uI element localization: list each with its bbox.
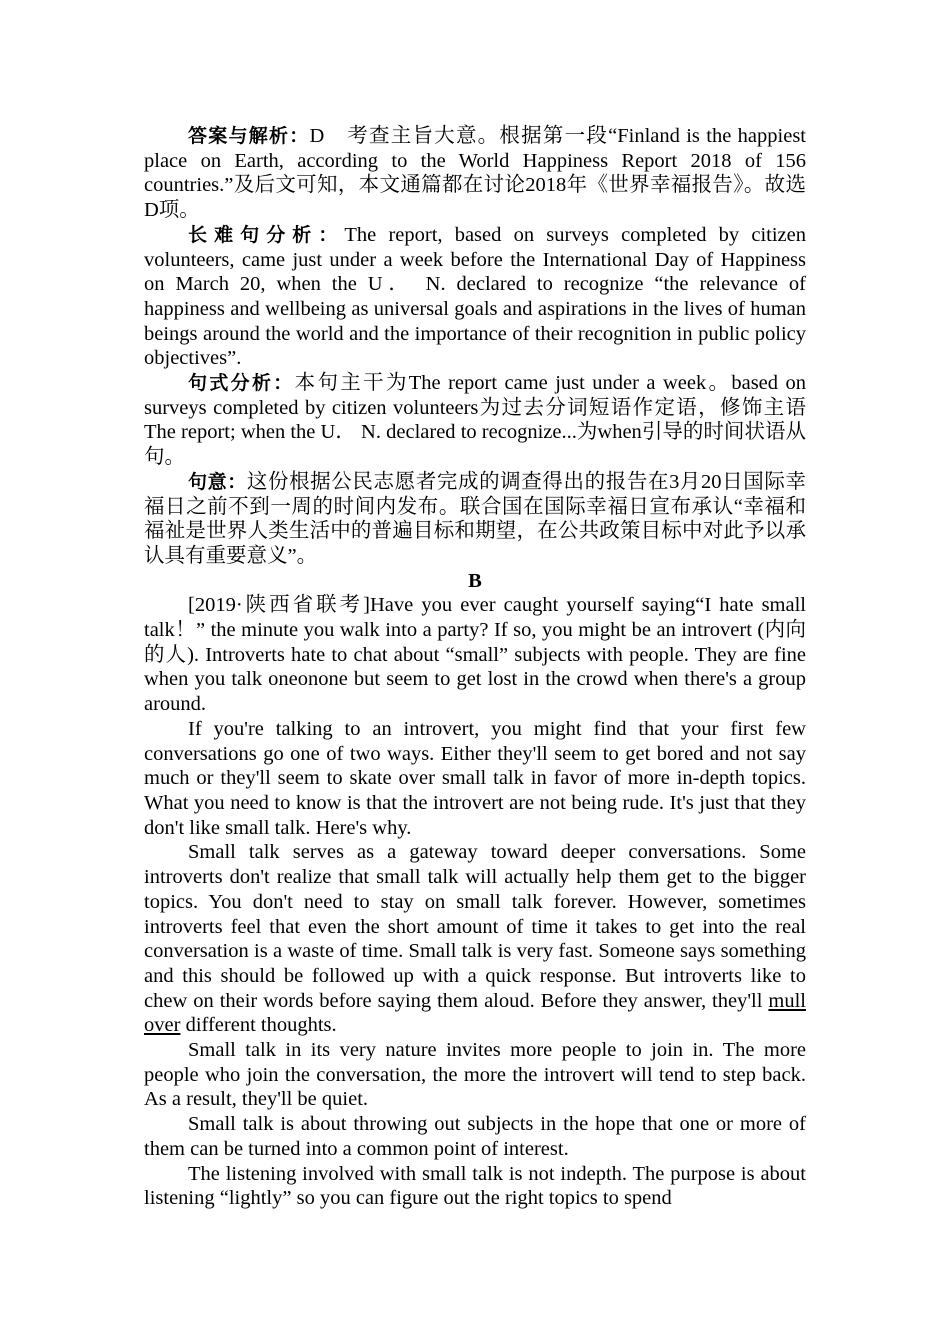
passage-paragraph-2: If you're talking to an introvert, you might find that your first few conversations go one of two ways. Either they'll seem to get bored and not say much or they'll seem to skate over small talk in favor of more in-depth topics. What you need to know is that the introvert are not being rude. It's just that they don't like small talk. Here's why. [144, 717, 806, 839]
long-sentence-text: The report, based on surveys completed by citizen volunteers, came just under a week before the International Day of Happiness on March 20, when the U． N. declared to recognize “the relevance of happiness and wellbeing as universal goals and aspirations in the lives of human beings around the world and the importance of their recognition in public policy objectives”. [144, 223, 806, 370]
underlined-phrase: mull over [144, 989, 806, 1037]
meaning-label: 句意： [188, 470, 247, 493]
section-title: B [468, 569, 482, 592]
document-body [144, 124, 806, 1211]
passage-paragraph-3 [144, 840, 806, 1038]
passage-paragraph-4: Small talk in its very nature invites more people to join in. The more people who join the conversation, the more the introvert will tend to step back. As a result, they'll be quiet. [144, 1039, 806, 1111]
passage-p3-before: Small talk serves as a gateway toward deeper conversations. Some introverts don't realize that small talk will actually help them get to the bigger topics. You don't need to stay on small talk forever. However, sometimes introverts feel that even the short amount of time it takes to get into the real conversation is a waste of time. Small talk is very fast. Someone says something and this should be followed up with a quick response. But introverts like to chew on their words before saying them aloud. Before they answer, they'll [144, 841, 806, 1012]
answer-paragraph [144, 124, 806, 223]
passage-paragraph-5: Small talk is about throwing out subjects in the hope that one or more of them can be turned into a common point of interest. [144, 1113, 806, 1160]
passage-paragraph-1: [2019·陕西省联考]Have you ever caught yourself saying“I hate small talk！” the minute you walk into a party? If so, you might be an introvert (内向的人). Introverts hate to chat about “small” subjects with people. They are fine when you talk oneonone but seem to get lost in the crowd when there's a group around. [144, 594, 806, 716]
structure-paragraph [144, 371, 806, 470]
answer-label: 答案与解析： [188, 125, 310, 147]
passage-paragraph-6: The listening involved with small talk is not indepth. The purpose is about listening “lightly” so you can figure out the right topics to spend [144, 1162, 806, 1210]
structure-text: 本句主干为The report came just under a week。based on surveys completed by citizen volunteers为过去分词短语作定语，修饰主语The report; when the U． N. declared to recognize...为when引导的时间状语从句。 [144, 372, 806, 469]
meaning-paragraph [144, 470, 806, 569]
structure-label: 句式分析： [188, 372, 295, 395]
long-sentence-paragraph [144, 223, 806, 371]
answer-text: D 考查主旨大意。根据第一段“Finland is the happiest place on Earth, according to the World Happiness Report 2018 of 156 countries.”及后文可知，本文通篇都在讨论2018年《世界幸福报告》。故选D项。 [144, 125, 806, 222]
long-sentence-label: 长难句分析： [188, 223, 345, 246]
meaning-text: 这份根据公民志愿者完成的调查得出的报告在3月20日国际幸福日之前不到一周的时间内发布。联合国在国际幸福日宣布承认“幸福和福祉是世界人类生活中的普遍目标和期望，在公共政策目标中对此予以承认具有重要意义”。 [144, 470, 806, 567]
passage-p3-after: different thoughts. [180, 1014, 337, 1037]
